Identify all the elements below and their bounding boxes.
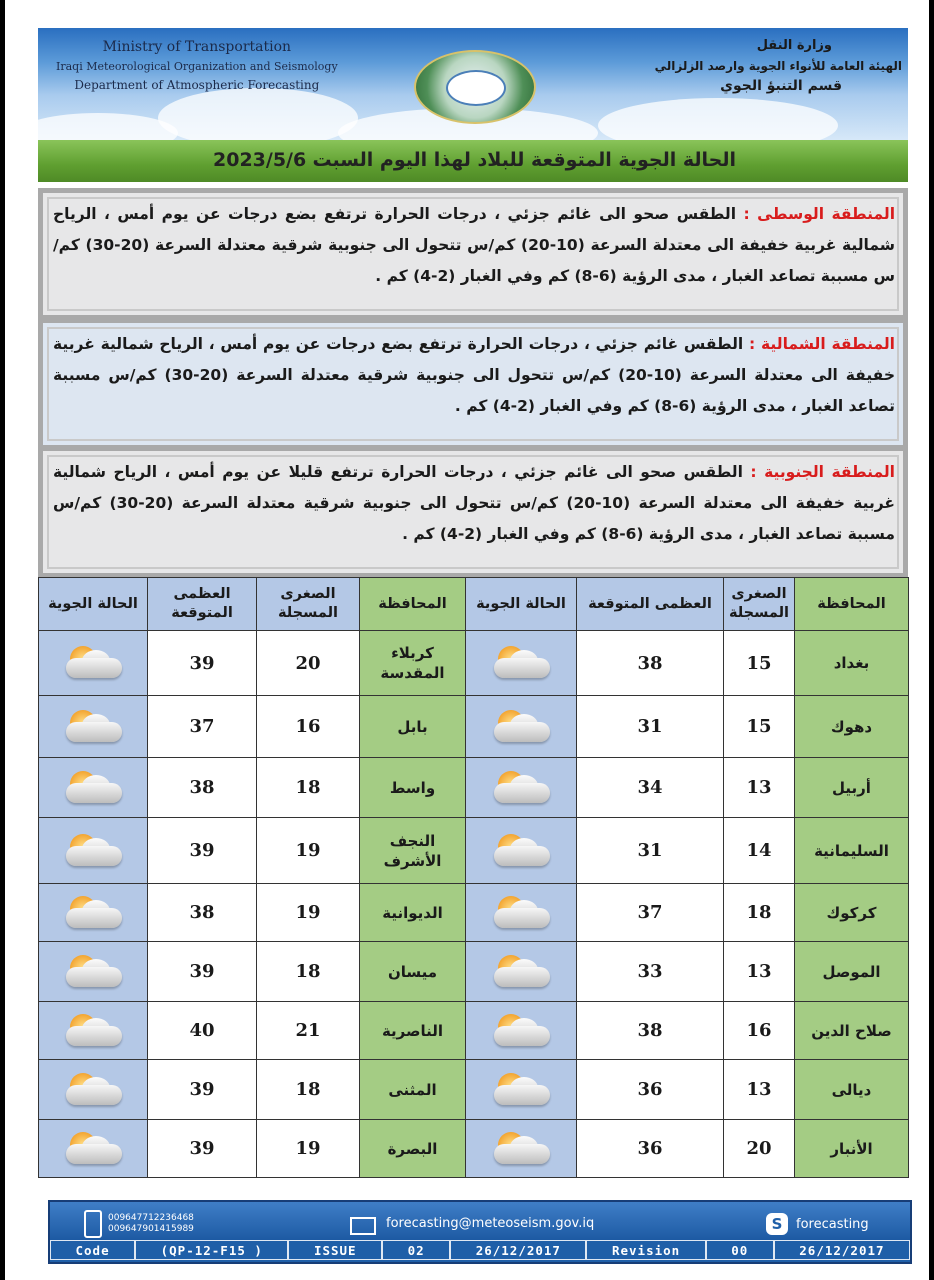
organization-name-en: Iraqi Meteorological Organization and Seismology xyxy=(56,60,338,73)
email-link[interactable]: forecasting@meteoseism.gov.iq xyxy=(386,1216,595,1231)
max-temp-cell: 39 xyxy=(148,818,257,884)
province-cell: بابل xyxy=(360,696,466,758)
ministry-name-ar: وزارة النقل xyxy=(756,38,832,53)
max-temp-cell: 33 xyxy=(577,942,724,1002)
title-bar xyxy=(38,140,908,182)
province-cell: ديالى xyxy=(795,1060,909,1120)
header-min: الصغرى المسجلة xyxy=(257,578,360,631)
header-banner xyxy=(38,28,908,140)
partly-cloudy-icon xyxy=(490,1071,552,1109)
partly-cloudy-icon xyxy=(490,644,552,682)
table-header-row xyxy=(39,578,909,631)
header-state: الحالة الجوية xyxy=(39,578,148,631)
partly-cloudy-icon xyxy=(490,708,552,746)
max-temp-cell: 39 xyxy=(148,631,257,696)
min-temp-cell: 21 xyxy=(257,1002,360,1060)
header-province: المحافظة xyxy=(795,578,909,631)
partly-cloudy-icon xyxy=(62,894,124,932)
forecast-table xyxy=(38,577,909,1178)
weather-state-cell xyxy=(466,884,577,942)
max-temp-cell: 34 xyxy=(577,758,724,818)
partly-cloudy-icon xyxy=(490,769,552,807)
province-cell: دهوك xyxy=(795,696,909,758)
weather-state-cell xyxy=(39,631,148,696)
organization-logo xyxy=(414,50,536,124)
weather-state-cell xyxy=(466,758,577,818)
bulletin-page xyxy=(5,0,929,1280)
weather-state-cell xyxy=(39,1002,148,1060)
header-english xyxy=(56,38,338,95)
revision-date: 26/12/2017 xyxy=(775,1241,909,1259)
weather-state-cell xyxy=(39,696,148,758)
phone-numbers xyxy=(108,1213,194,1235)
max-temp-cell: 39 xyxy=(148,942,257,1002)
skype-handle: forecasting xyxy=(796,1217,869,1232)
province-cell: صلاح الدين xyxy=(795,1002,909,1060)
max-temp-cell: 36 xyxy=(577,1120,724,1178)
ministry-name-en: Ministry of Transportation xyxy=(102,39,292,55)
partly-cloudy-icon xyxy=(490,832,552,870)
min-temp-cell: 20 xyxy=(257,631,360,696)
province-cell: كربلاء المقدسة xyxy=(360,631,466,696)
min-temp-cell: 19 xyxy=(257,1120,360,1178)
table-row xyxy=(39,1120,909,1178)
min-temp-cell: 13 xyxy=(724,942,795,1002)
max-temp-cell: 38 xyxy=(577,1002,724,1060)
max-temp-cell: 39 xyxy=(148,1060,257,1120)
min-temp-cell: 14 xyxy=(724,818,795,884)
department-name-en: Department of Atmospheric Forecasting xyxy=(74,78,320,92)
province-cell: واسط xyxy=(360,758,466,818)
table-row xyxy=(39,758,909,818)
max-temp-cell: 38 xyxy=(577,631,724,696)
partly-cloudy-icon xyxy=(490,894,552,932)
region-central xyxy=(38,188,908,320)
weather-state-cell xyxy=(39,1060,148,1120)
min-temp-cell: 15 xyxy=(724,631,795,696)
region-text: الطقس غائم جزئي ، درجات الحرارة ترتفع بضع درجات عن يوم أمس ، الرياح شمالية غربية خفيفة الى معتدلة السرعة (10-20) كم/س تتحول الى جنوبية شرقية معتدلة السرعة (20-30) كم/س مسببة تصاعد الغبار ، مدى الرؤية (6-8) كم وفي الغبار (2-4) كم . xyxy=(53,335,895,415)
province-cell: النجف الأشرف xyxy=(360,818,466,884)
weather-state-cell xyxy=(39,942,148,1002)
max-temp-cell: 39 xyxy=(148,1120,257,1178)
province-cell: ميسان xyxy=(360,942,466,1002)
min-temp-cell: 18 xyxy=(257,1060,360,1120)
header-min: الصغرى المسجلة xyxy=(724,578,795,631)
table-row xyxy=(39,884,909,942)
weather-state-cell xyxy=(466,1060,577,1120)
table-row xyxy=(39,818,909,884)
province-cell: الناصرية xyxy=(360,1002,466,1060)
region-name: المنطقة الشمالية : xyxy=(749,335,895,353)
min-temp-cell: 16 xyxy=(257,696,360,758)
partly-cloudy-icon xyxy=(62,832,124,870)
revision-number: 00 xyxy=(707,1241,773,1259)
min-temp-cell: 20 xyxy=(724,1120,795,1178)
phone-icon xyxy=(84,1210,102,1238)
table-row xyxy=(39,942,909,1002)
max-temp-cell: 38 xyxy=(148,758,257,818)
document-code-bar xyxy=(50,1240,910,1260)
header-max: العظمى المتوقعة xyxy=(148,578,257,631)
province-cell: الديوانية xyxy=(360,884,466,942)
weather-state-cell xyxy=(39,884,148,942)
province-cell: الأنبار xyxy=(795,1120,909,1178)
province-cell: السليمانية xyxy=(795,818,909,884)
max-temp-cell: 36 xyxy=(577,1060,724,1120)
weather-state-cell xyxy=(39,818,148,884)
code-label: Code xyxy=(51,1241,134,1259)
code-value: (QP-12-F15 ) xyxy=(136,1241,287,1259)
weather-state-cell xyxy=(466,1120,577,1178)
table-row xyxy=(39,631,909,696)
header-max: العظمى المتوقعة xyxy=(577,578,724,631)
weather-state-cell xyxy=(466,818,577,884)
partly-cloudy-icon xyxy=(62,708,124,746)
issue-label: ISSUE xyxy=(289,1241,381,1259)
phone-number: 009647901415989 xyxy=(108,1224,194,1234)
organization-name-ar: الهيئة العامة للأنواء الجوية وارصد الزلزالي xyxy=(654,59,902,73)
weather-state-cell xyxy=(39,1120,148,1178)
max-temp-cell: 31 xyxy=(577,818,724,884)
bulletin-date: 2023/5/6 xyxy=(213,149,307,171)
province-cell: المثنى xyxy=(360,1060,466,1120)
min-temp-cell: 18 xyxy=(257,942,360,1002)
min-temp-cell: 13 xyxy=(724,758,795,818)
region-text: الطقس صحو الى غائم جزئي ، درجات الحرارة ترتفع بضع درجات عن يوم أمس ، الرياح شمالية غربية خفيفة الى معتدلة السرعة (10-20) كم/س تتحول الى جنوبية شرقية معتدلة السرعة (20-30) كم/س مسببة تصاعد الغبار ، مدى الرؤية (6-8) كم وفي الغبار (2-4) كم . xyxy=(53,205,895,285)
weather-state-cell xyxy=(466,696,577,758)
province-cell: أربيل xyxy=(795,758,909,818)
min-temp-cell: 19 xyxy=(257,884,360,942)
partly-cloudy-icon xyxy=(62,769,124,807)
province-cell: بغداد xyxy=(795,631,909,696)
weather-state-cell xyxy=(39,758,148,818)
province-cell: الموصل xyxy=(795,942,909,1002)
max-temp-cell: 37 xyxy=(148,696,257,758)
table-row xyxy=(39,1060,909,1120)
weather-state-cell xyxy=(466,631,577,696)
revision-label: Revision xyxy=(587,1241,704,1259)
min-temp-cell: 18 xyxy=(257,758,360,818)
partly-cloudy-icon xyxy=(490,953,552,991)
region-text: الطقس صحو الى غائم جزئي ، درجات الحرارة ترتفع قليلا عن يوم أمس ، الرياح شمالية غربية خفيفة الى معتدلة السرعة (10-20) كم/س تتحول الى جنوبية شرقية معتدلة السرعة (20-30) كم/س مسببة تصاعد الغبار ، مدى الرؤية (6-8) كم وفي الغبار (2-4) كم . xyxy=(53,463,896,543)
header-province: المحافظة xyxy=(360,578,466,631)
partly-cloudy-icon xyxy=(490,1012,552,1050)
table-row xyxy=(39,1002,909,1060)
max-temp-cell: 31 xyxy=(577,696,724,758)
footer xyxy=(48,1200,912,1264)
partly-cloudy-icon xyxy=(490,1130,552,1168)
partly-cloudy-icon xyxy=(62,644,124,682)
region-name: المنطقة الوسطى : xyxy=(743,205,896,223)
min-temp-cell: 16 xyxy=(724,1002,795,1060)
max-temp-cell: 37 xyxy=(577,884,724,942)
min-temp-cell: 15 xyxy=(724,696,795,758)
weather-state-cell xyxy=(466,1002,577,1060)
region-name: المنطقة الجنوبية : xyxy=(750,463,895,481)
max-temp-cell: 40 xyxy=(148,1002,257,1060)
header-arabic xyxy=(655,36,902,96)
page-title: الحالة الجوية المتوقعة للبلاد لهذا اليوم السبت xyxy=(312,149,736,171)
department-name-ar: قسم التنبؤ الجوي xyxy=(720,78,842,94)
partly-cloudy-icon xyxy=(62,1012,124,1050)
skype-icon: S xyxy=(766,1213,788,1235)
header-state: الحالة الجوية xyxy=(466,578,577,631)
province-cell: البصرة xyxy=(360,1120,466,1178)
partly-cloudy-icon xyxy=(62,1071,124,1109)
min-temp-cell: 13 xyxy=(724,1060,795,1120)
issue-number: 02 xyxy=(383,1241,449,1259)
min-temp-cell: 18 xyxy=(724,884,795,942)
max-temp-cell: 38 xyxy=(148,884,257,942)
province-cell: كركوك xyxy=(795,884,909,942)
partly-cloudy-icon xyxy=(62,953,124,991)
partly-cloudy-icon xyxy=(62,1130,124,1168)
email-icon xyxy=(350,1217,376,1235)
issue-date: 26/12/2017 xyxy=(451,1241,585,1259)
weather-state-cell xyxy=(466,942,577,1002)
min-temp-cell: 19 xyxy=(257,818,360,884)
phone-number: 009647712236468 xyxy=(108,1213,194,1223)
table-row xyxy=(39,696,909,758)
region-north xyxy=(38,318,908,450)
region-south xyxy=(38,446,908,578)
